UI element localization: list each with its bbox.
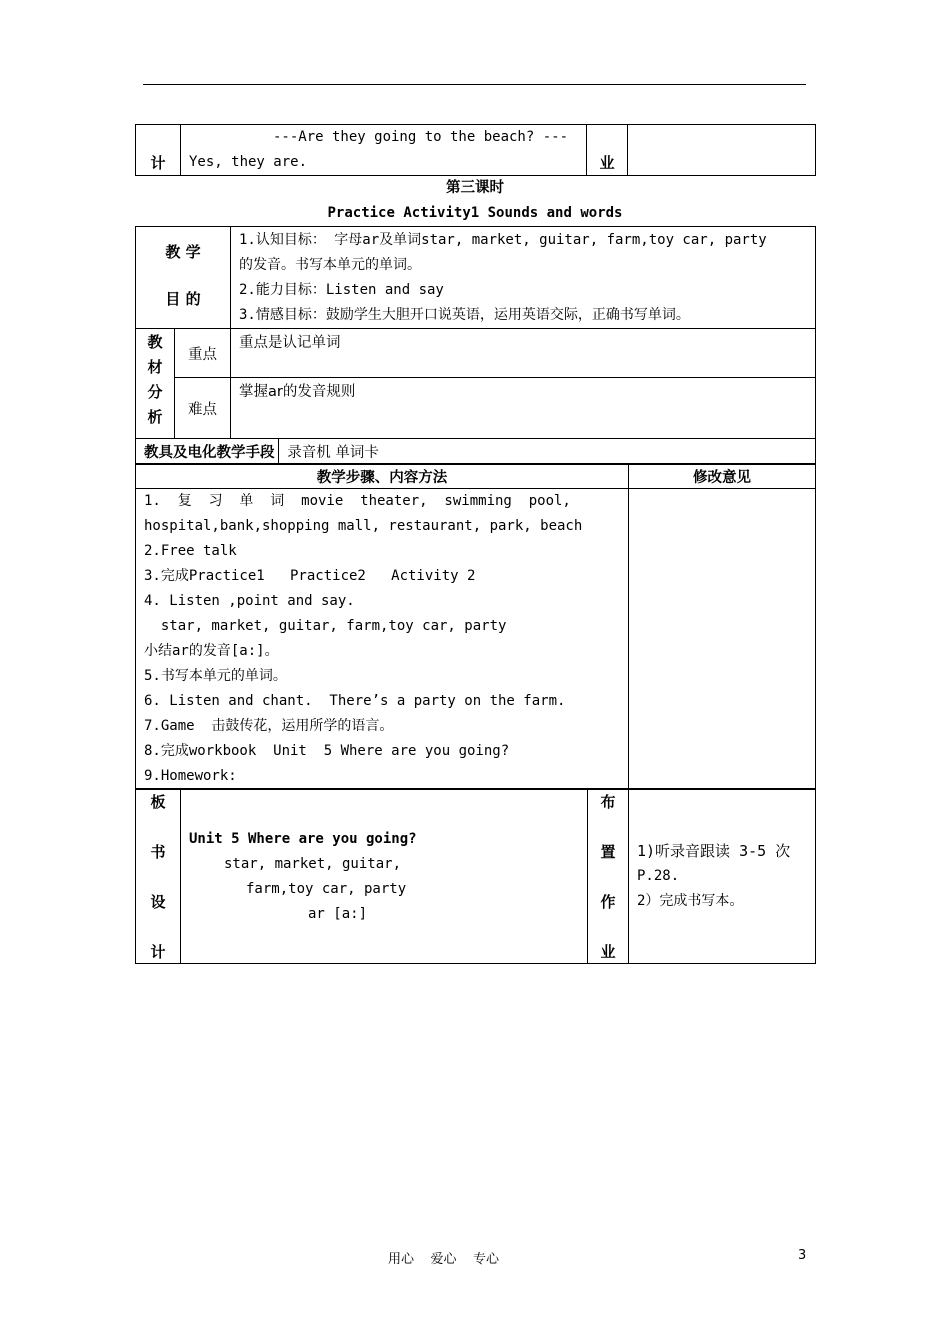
step-line: 1. 复 习 单 词 movie theater, swimming pool, [144, 493, 571, 509]
analysis-char: 分 [147, 383, 163, 401]
goals-text [231, 227, 816, 329]
analysis-char: 析 [147, 408, 163, 426]
assign-char: 作 [600, 893, 616, 911]
step-line: 8.完成workbook Unit 5 Where are you going? [144, 743, 510, 759]
difficulty-text: 掌握ar的发音规则 [231, 378, 816, 439]
dialog-line-1: ---Are they going to the beach? --- [273, 129, 569, 145]
dialog-line-2: Yes, they are. [189, 154, 308, 170]
goal-line: 的发音。书写本单元的单词。 [239, 257, 421, 273]
assign-char: 布 [600, 793, 616, 811]
tools-value: 录音机 单词卡 [279, 439, 816, 465]
key-point-text: 重点是认记单词 [231, 329, 816, 378]
step-line: hospital,bank,shopping mall, restaurant, park, beach [144, 518, 583, 534]
board-line: farm,toy car, party [246, 881, 407, 897]
steps-body [136, 489, 629, 790]
board-char: 板 [150, 793, 166, 811]
step-line: 7.Game 击鼓传花，运用所学的语言。 [144, 718, 394, 734]
notes-body [629, 489, 816, 790]
footer-motto: 用心 爱心 专心 [388, 1252, 500, 1267]
homework-char: 业 [599, 154, 615, 172]
step-line: 6. Listen and chant. There’s a party on the farm. [144, 693, 566, 709]
prev-lesson-table [135, 124, 816, 176]
board-line: ar [a:] [308, 906, 368, 922]
goals-label-bottom: 目 的 [165, 290, 201, 308]
board-char: 设 [150, 893, 166, 911]
tools-label: 教具及电化教学手段 [136, 439, 279, 465]
lesson-title: 第三课时 [446, 180, 504, 196]
goals-label-top: 教 学 [165, 243, 201, 261]
step-line: 9.Homework: [144, 768, 237, 784]
step-line: 3.完成Practice1 Practice2 Activity 2 [144, 568, 476, 584]
homework-line: P.28. [637, 868, 680, 884]
page-number: 3 [798, 1248, 807, 1263]
step-line: 5.书写本单元的单词。 [144, 668, 287, 684]
step-line: star, market, guitar, farm,toy car, party [144, 618, 507, 634]
lesson-subtitle: Practice Activity1 Sounds and words [327, 205, 623, 221]
board-char: 书 [150, 843, 166, 861]
design-char: 计 [150, 154, 166, 172]
analysis-char: 教 [147, 333, 163, 351]
homework-line: 2）完成书写本。 [637, 893, 744, 909]
step-line: 4. Listen ,point and say. [144, 593, 355, 609]
goal-line: 1.认知目标： 字母ar及单词star, market, guitar, farm,toy car, party [239, 232, 767, 248]
goal-line: 2.能力目标：Listen and say [239, 282, 444, 298]
header-rule [143, 84, 806, 85]
board-title: Unit 5 Where are you going? [189, 831, 417, 847]
goal-line: 3.情感目标：鼓励学生大胆开口说英语，运用英语交际，正确书写单词。 [239, 307, 690, 323]
lesson-plan-table [135, 226, 816, 465]
difficulty-label: 难点 [175, 378, 231, 439]
assign-char: 业 [600, 943, 616, 961]
notes-header: 修改意见 [629, 464, 816, 489]
step-line: 小结ar的发音[a:]。 [144, 643, 279, 659]
board-content [181, 789, 588, 964]
step-line: 2.Free talk [144, 543, 237, 559]
homework-line: 1)听录音跟读 3-5 次 [637, 842, 791, 860]
analysis-char: 材 [147, 358, 163, 376]
board-char: 计 [150, 943, 166, 961]
key-point-label: 重点 [175, 329, 231, 378]
steps-header: 教学步骤、内容方法 [136, 464, 629, 489]
board-table [135, 788, 816, 964]
board-line: star, market, guitar, [224, 856, 402, 872]
assign-char: 置 [600, 843, 616, 861]
steps-table [135, 463, 816, 790]
homework-content [629, 789, 816, 964]
